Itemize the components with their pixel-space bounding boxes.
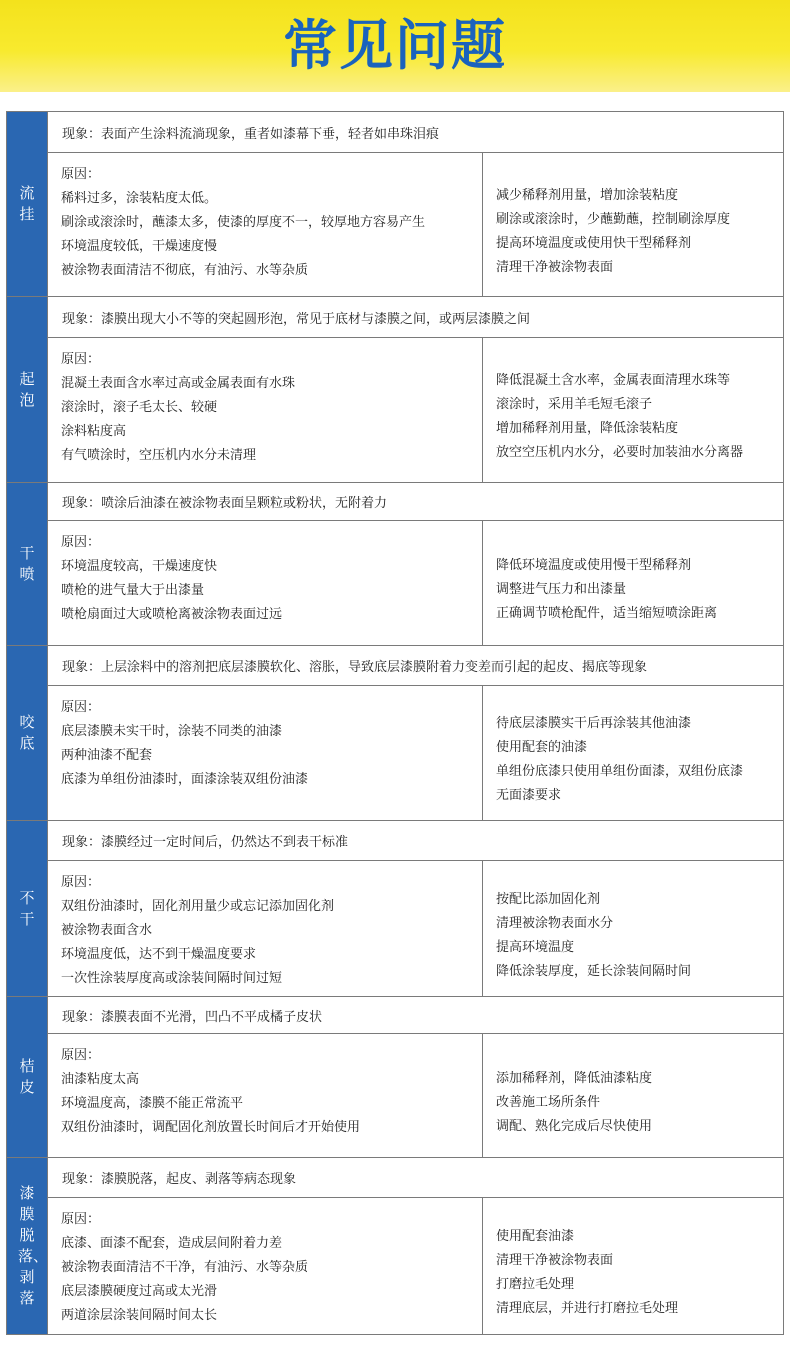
phenomenon-text: 现象：漆膜出现大小不等的突起圆形泡，常见于底材与漆膜之间，或两层漆膜之间 bbox=[48, 297, 783, 338]
faq-section bbox=[7, 646, 783, 821]
solution-item: 按配比添加固化剂 bbox=[496, 891, 601, 907]
cause-solution-row bbox=[48, 338, 783, 482]
cause-item: 底层漆膜未实干时，涂装不同类的油漆 bbox=[61, 724, 283, 739]
solution-item: 改善施工场所条件 bbox=[496, 1094, 601, 1110]
cause-solution-row bbox=[48, 1198, 783, 1334]
cause-item: 喷枪扇面过大或喷枪离被涂物表面过远 bbox=[61, 607, 283, 622]
cause-solution-row bbox=[48, 861, 783, 996]
section-body bbox=[47, 646, 783, 820]
causes-cell bbox=[48, 686, 483, 820]
solution-item: 无面漆要求 bbox=[496, 788, 562, 803]
solutions-cell bbox=[483, 521, 783, 645]
cause-item: 环境温度低，达不到干燥温度要求 bbox=[61, 947, 257, 962]
section-label-text: 流挂 bbox=[19, 184, 35, 223]
solution-item: 放空空压机内水分，必要时加装油水分离器 bbox=[496, 445, 744, 460]
phenomenon-text: 现象：上层涂料中的溶剂把底层漆膜软化、溶胀，导致底层漆膜附着力变差而引起的起皮、揭底等现象 bbox=[48, 646, 783, 686]
section-body bbox=[47, 297, 783, 482]
cause-item: 环境温度较高，干燥速度快 bbox=[61, 559, 218, 574]
section-label bbox=[7, 821, 47, 996]
cause-item: 双组份油漆时，调配固化剂放置长时间后才开始使用 bbox=[61, 1120, 361, 1135]
title-banner bbox=[0, 0, 790, 92]
cause-heading: 原因： bbox=[61, 1048, 101, 1063]
cause-item: 两种油漆不配套 bbox=[61, 748, 153, 763]
faq-section bbox=[7, 483, 783, 646]
section-label bbox=[7, 297, 47, 482]
cause-item: 被涂物表面清洁不彻底，有油污、水等杂质 bbox=[61, 263, 309, 278]
solutions-cell bbox=[483, 153, 783, 296]
solutions-cell bbox=[483, 861, 783, 996]
phenomenon-text: 现象：漆膜表面不光滑，凹凸不平成橘子皮状 bbox=[48, 997, 783, 1034]
section-label-text: 漆膜脱落、剥落 bbox=[18, 1184, 49, 1307]
solution-item: 调配、熟化完成后尽快使用 bbox=[496, 1118, 653, 1134]
section-label-text: 咬底 bbox=[19, 713, 35, 752]
faq-section bbox=[7, 997, 783, 1158]
cause-item: 被涂物表面清洁不干净，有油污、水等杂质 bbox=[61, 1260, 309, 1275]
section-label-text: 不干 bbox=[19, 888, 35, 928]
solution-item: 降低环境温度或使用慢干型稀释剂 bbox=[496, 558, 692, 573]
solutions-cell bbox=[483, 1034, 783, 1157]
solution-item: 提高环境温度或使用快干型稀释剂 bbox=[496, 235, 692, 251]
cause-heading: 原因： bbox=[61, 700, 101, 715]
causes-cell bbox=[48, 338, 483, 482]
faq-section bbox=[7, 1158, 783, 1334]
faq-section bbox=[7, 297, 783, 483]
solution-item: 使用配套的油漆 bbox=[496, 740, 588, 755]
section-label-text: 干喷 bbox=[19, 544, 35, 583]
solution-item: 清理干净被涂物表面 bbox=[496, 259, 614, 275]
phenomenon-text: 现象：漆膜经过一定时间后，仍然达不到表干标准 bbox=[48, 821, 783, 861]
phenomenon-text: 现象：表面产生涂料流淌现象，重者如漆幕下垂，轻者如串珠泪痕 bbox=[48, 112, 783, 153]
solutions-cell bbox=[483, 338, 783, 482]
cause-heading: 原因： bbox=[61, 167, 101, 182]
cause-heading: 原因： bbox=[61, 352, 101, 367]
section-label-text: 桔皮 bbox=[19, 1057, 35, 1096]
section-label bbox=[7, 112, 47, 296]
section-body bbox=[47, 1158, 783, 1334]
cause-item: 底漆、面漆不配套，造成层间附着力差 bbox=[61, 1236, 283, 1251]
cause-item: 环境温度高，漆膜不能正常流平 bbox=[61, 1096, 244, 1111]
section-label-text: 起泡 bbox=[19, 369, 35, 409]
solution-item: 清理被涂物表面水分 bbox=[496, 915, 614, 931]
cause-item: 刷涂或滚涂时，蘸漆太多，使漆的厚度不一，较厚地方容易产生 bbox=[61, 215, 426, 230]
cause-item: 双组份油漆时，固化剂用量少或忘记添加固化剂 bbox=[61, 899, 335, 914]
section-label bbox=[7, 646, 47, 820]
solution-item: 刷涂或滚涂时，少蘸勤蘸，控制刷涂厚度 bbox=[496, 211, 731, 227]
faq-section bbox=[7, 821, 783, 997]
cause-item: 混凝土表面含水率过高或金属表面有水珠 bbox=[61, 376, 296, 391]
page-title: 常见问题 bbox=[283, 14, 507, 77]
solutions-cell bbox=[483, 1198, 783, 1334]
section-body bbox=[47, 112, 783, 296]
solution-item: 提高环境温度 bbox=[496, 939, 575, 955]
section-body bbox=[47, 483, 783, 645]
phenomenon-text: 现象：喷涂后油漆在被涂物表面呈颗粒或粉状，无附着力 bbox=[48, 483, 783, 521]
section-body bbox=[47, 821, 783, 996]
solution-item: 单组份底漆只使用单组份面漆，双组份底漆 bbox=[496, 764, 744, 779]
cause-solution-row bbox=[48, 153, 783, 296]
cause-item: 滚涂时，滚子毛太长、较硬 bbox=[61, 400, 218, 415]
causes-cell bbox=[48, 861, 483, 996]
causes-cell bbox=[48, 1198, 483, 1334]
cause-heading: 原因： bbox=[61, 875, 101, 890]
section-label bbox=[7, 483, 47, 645]
faq-table bbox=[6, 111, 784, 1335]
cause-item: 两道涂层涂装间隔时间太长 bbox=[61, 1308, 218, 1323]
causes-cell bbox=[48, 1034, 483, 1157]
solution-item: 调整进气压力和出漆量 bbox=[496, 582, 627, 597]
solution-item: 增加稀释剂用量，降低涂装粘度 bbox=[496, 421, 679, 436]
cause-heading: 原因： bbox=[61, 535, 101, 550]
solution-item: 正确调节喷枪配件，适当缩短喷涂距离 bbox=[496, 606, 718, 621]
solutions-cell bbox=[483, 686, 783, 820]
solution-item: 打磨拉毛处理 bbox=[496, 1277, 575, 1292]
solution-item: 清理底层，并进行打磨拉毛处理 bbox=[496, 1301, 679, 1316]
phenomenon-text: 现象：漆膜脱落，起皮、剥落等病态现象 bbox=[48, 1158, 783, 1198]
cause-solution-row bbox=[48, 1034, 783, 1157]
causes-cell bbox=[48, 153, 483, 296]
cause-item: 底漆为单组份油漆时，面漆涂装双组份油漆 bbox=[61, 772, 309, 787]
solution-item: 降低涂装厚度，延长涂装间隔时间 bbox=[496, 963, 692, 979]
solution-item: 添加稀释剂，降低油漆粘度 bbox=[496, 1070, 653, 1086]
section-label bbox=[7, 997, 47, 1157]
solution-item: 待底层漆膜实干后再涂装其他油漆 bbox=[496, 716, 692, 731]
causes-cell bbox=[48, 521, 483, 645]
cause-item: 稀料过多，涂装粘度太低。 bbox=[61, 191, 218, 206]
solution-item: 减少稀释剂用量，增加涂装粘度 bbox=[496, 187, 679, 203]
cause-item: 底层漆膜硬度过高或太光滑 bbox=[61, 1284, 218, 1299]
solution-item: 清理干净被涂物表面 bbox=[496, 1253, 614, 1268]
cause-item: 喷枪的进气量大于出漆量 bbox=[61, 583, 205, 598]
cause-item: 环境温度较低，干燥速度慢 bbox=[61, 239, 218, 254]
solution-item: 滚涂时，采用羊毛短毛滚子 bbox=[496, 397, 653, 412]
cause-item: 涂料粘度高 bbox=[61, 424, 127, 439]
cause-item: 有气喷涂时，空压机内水分未清理 bbox=[61, 448, 257, 463]
cause-heading: 原因： bbox=[61, 1212, 101, 1227]
section-label bbox=[7, 1158, 47, 1334]
section-body bbox=[47, 997, 783, 1157]
cause-item: 一次性涂装厚度高或涂装间隔时间过短 bbox=[61, 971, 283, 986]
solution-item: 降低混凝土含水率，金属表面清理水珠等 bbox=[496, 373, 731, 388]
faq-section bbox=[7, 112, 783, 297]
cause-item: 油漆粘度太高 bbox=[61, 1072, 140, 1087]
cause-solution-row bbox=[48, 686, 783, 820]
cause-item: 被涂物表面含水 bbox=[61, 923, 153, 938]
cause-solution-row bbox=[48, 521, 783, 645]
solution-item: 使用配套油漆 bbox=[496, 1229, 575, 1244]
